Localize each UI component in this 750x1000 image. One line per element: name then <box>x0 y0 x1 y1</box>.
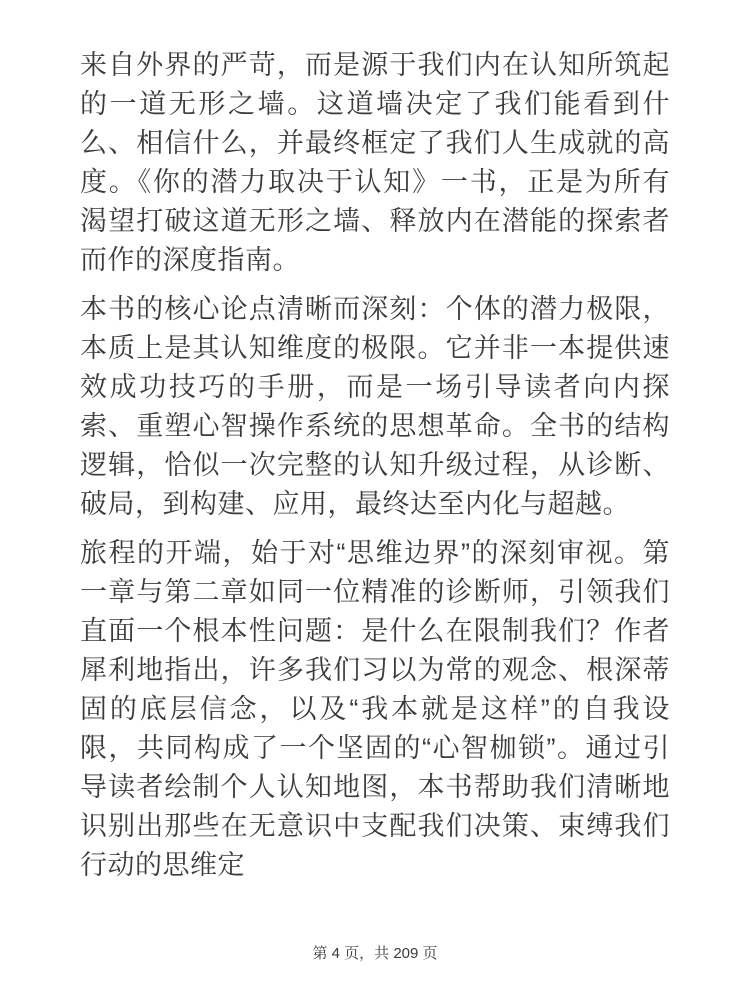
paragraph-1: 来自外界的严苛，而是源于我们内在认知所筑起的一道无形之墙。这道墙决定了我们能看到什么、相信什么，并最终框定了我们人生成就的高度。《你的潜力取决于认知》一书，正是为所有渴望打破这道无形之墙、释放内在潜能的探索者而作的深度指南。 <box>80 50 670 275</box>
paragraph-3: 旅程的开端，始于对“思维边界”的深刻审视。第一章与第二章如同一位精准的诊断师，引领我们直面一个根本性问题：是什么在限制我们？作者犀利地指出，许多我们习以为常的观念、根深蒂固的底层信念，以及“我本就是这样”的自我设限，共同构成了一个坚固的“心智枷锁”。通过引导读者绘制个人认知地图，本书帮助我们清晰地识别出那些在无意识中支配我们决策、束缚我们行动的思维定 <box>80 538 670 880</box>
page-number-indicator: 第 4 页，共 209 页 <box>312 945 438 962</box>
paragraph-2: 本书的核心论点清晰而深刻：个体的潜力极限，本质上是其认知维度的极限。它并非一本提供速效成功技巧的手册，而是一场引导读者向内探索、重塑心智操作系统的思想革命。全书的结构逻辑，恰似一次完整的认知升级过程，从诊断、破局，到构建、应用，最终达至内化与超越。 <box>80 294 670 519</box>
